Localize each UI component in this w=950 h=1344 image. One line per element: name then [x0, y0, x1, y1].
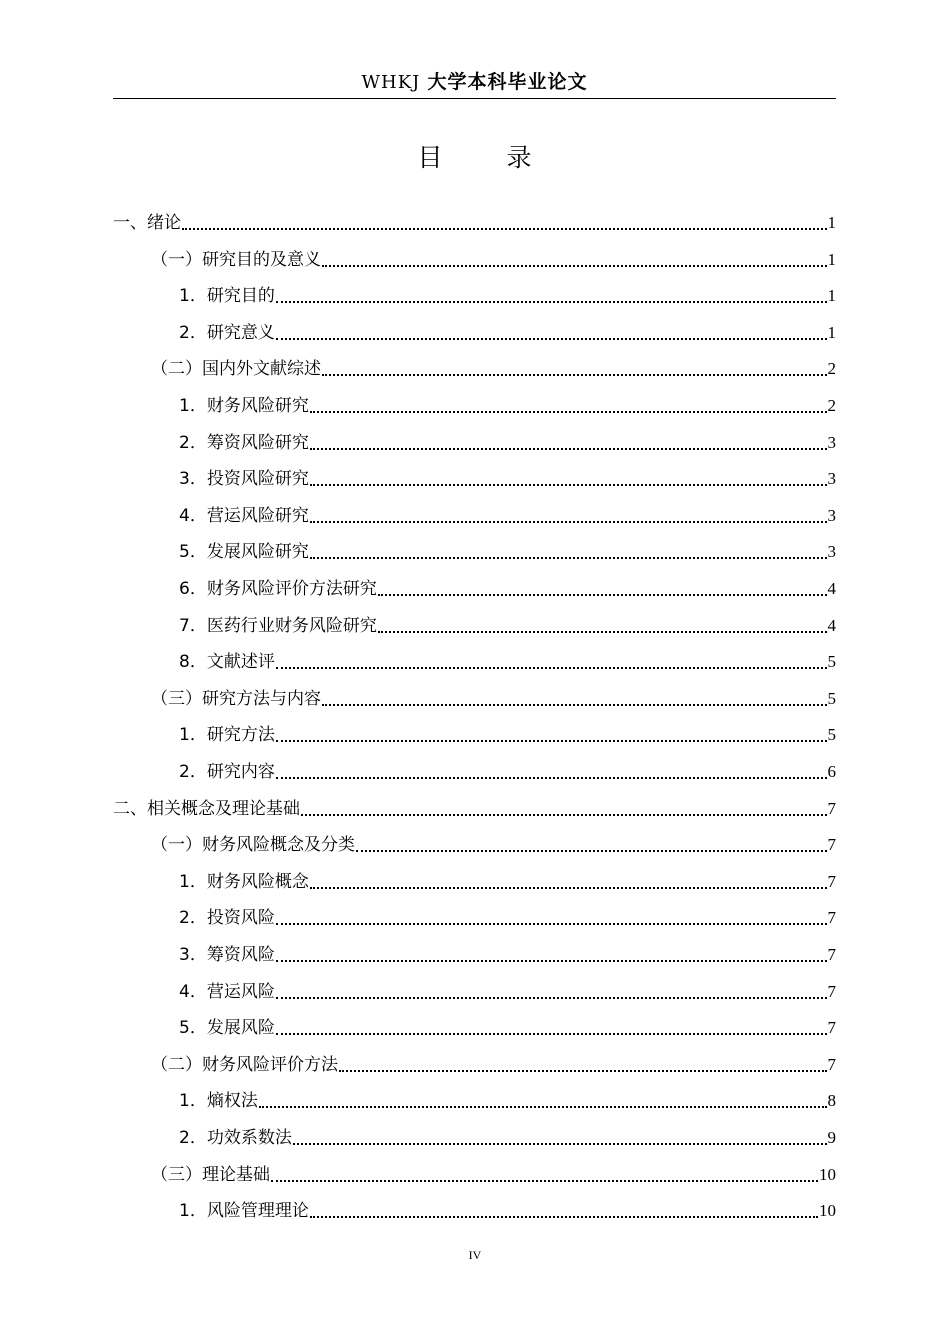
- toc-dot-leader: [182, 228, 827, 230]
- toc-dot-leader: [276, 960, 827, 962]
- toc-entry-page: 3: [827, 432, 836, 452]
- toc-entry[interactable]: [151, 672, 836, 710]
- toc-entry-page: 6: [827, 762, 836, 781]
- toc-dot-leader: [310, 1216, 818, 1218]
- toc-entry-label: 2．筹资风险研究: [179, 432, 309, 453]
- toc-entry[interactable]: [151, 818, 836, 856]
- toc-entry-page: 8: [827, 1091, 836, 1111]
- toc-entry-page: 7: [827, 1054, 836, 1074]
- toc-entry-label: 2．研究意义: [179, 322, 275, 343]
- toc-entry-page: 4: [827, 579, 836, 598]
- toc-entry-label: 1．研究方法: [179, 725, 275, 746]
- toc-dot-leader: [276, 997, 827, 999]
- toc-entry-page: 10: [819, 1201, 836, 1221]
- toc-entry-page: 3: [827, 542, 836, 562]
- toc-entry-label: 1．研究目的: [179, 286, 275, 307]
- toc-entry[interactable]: [179, 525, 836, 563]
- toc-entry[interactable]: [179, 635, 836, 673]
- toc-entry-page: 7: [827, 835, 836, 855]
- toc-entry[interactable]: [179, 269, 836, 307]
- toc-dot-leader: [310, 887, 827, 889]
- toc-entry-label: 3．投资风险研究: [179, 469, 309, 490]
- toc-entry-label: 3．筹资风险: [179, 945, 275, 965]
- toc-entry-page: 7: [827, 981, 836, 1001]
- toc-entry[interactable]: [179, 1111, 836, 1149]
- toc-title: 目 录: [417, 143, 560, 172]
- toc-entry-page: 7: [827, 871, 836, 891]
- toc-entry-page: 10: [819, 1164, 836, 1184]
- toc-entry-label: 8．文献述评: [179, 652, 275, 673]
- toc-entry[interactable]: [179, 562, 836, 600]
- toc-dot-leader: [310, 448, 827, 450]
- toc-entry-page: 1: [827, 249, 836, 269]
- running-header: [113, 66, 836, 99]
- toc-entry[interactable]: [151, 342, 836, 380]
- toc-entry-label: （二）财务风险评价方法: [151, 1054, 338, 1075]
- toc-entry-label: 1．风险管理理论: [179, 1201, 309, 1222]
- toc-entry-label: 1．财务风险概念: [179, 871, 309, 892]
- header-latin-text: WHKJ: [361, 72, 421, 93]
- toc-entry-page: 7: [827, 945, 836, 964]
- toc-dot-leader: [276, 923, 827, 925]
- toc-dot-leader: [276, 667, 827, 669]
- toc-entry-label: 7．医药行业财务风险研究: [179, 615, 377, 636]
- toc-entry-label: （二）国内外文献综述: [151, 359, 321, 380]
- toc-entry-label: 5．发展风险研究: [179, 542, 309, 563]
- page-number: IV: [468, 1248, 482, 1262]
- toc-entry[interactable]: [113, 196, 836, 234]
- toc-dot-leader: [276, 338, 827, 340]
- toc-entry-page: 4: [827, 615, 836, 635]
- toc-dot-leader: [259, 1106, 827, 1108]
- toc-entry[interactable]: [179, 891, 836, 929]
- toc-entry-label: 4．营运风险: [179, 981, 275, 1002]
- toc-dot-leader: [356, 850, 827, 852]
- toc-dot-leader: [378, 631, 827, 633]
- toc-entry-label: 2．研究内容: [179, 762, 275, 782]
- toc-entry[interactable]: [179, 452, 836, 490]
- toc-dot-leader: [276, 1033, 827, 1035]
- toc-entry-label: 5．发展风险: [179, 1018, 275, 1039]
- toc-entry[interactable]: [151, 1148, 836, 1186]
- toc-dot-leader: [339, 1070, 827, 1072]
- toc-entry-page: 5: [827, 688, 836, 708]
- toc-entry-label: （三）理论基础: [151, 1164, 270, 1185]
- toc-entry-page: 5: [827, 725, 836, 745]
- header-cjk-text: 大学本科毕业论文: [427, 71, 588, 93]
- toc-entry-page: 3: [827, 505, 836, 525]
- toc-entry[interactable]: [179, 416, 836, 454]
- toc-entry-label: （三）研究方法与内容: [151, 688, 321, 709]
- toc-entry[interactable]: [179, 379, 836, 417]
- toc-entry[interactable]: [179, 306, 836, 344]
- toc-dot-leader: [310, 484, 827, 486]
- toc-entry-page: 2: [827, 396, 836, 415]
- toc-entry[interactable]: [179, 1001, 836, 1039]
- toc-entry-page: 2: [827, 359, 836, 379]
- toc-entry[interactable]: [151, 233, 836, 271]
- toc-entry-label: 1．熵权法: [179, 1091, 258, 1112]
- toc-entry[interactable]: [179, 708, 836, 746]
- toc-entry[interactable]: [179, 745, 836, 783]
- toc-entry[interactable]: [179, 965, 836, 1003]
- toc-entry-page: 3: [827, 469, 836, 489]
- toc-entry-label: 4．营运风险研究: [179, 505, 309, 526]
- toc-dot-leader: [301, 814, 827, 816]
- toc-entry[interactable]: [179, 855, 836, 893]
- toc-dot-leader: [322, 704, 827, 706]
- toc-entry[interactable]: [179, 1184, 836, 1222]
- toc-entry-label: 2．功效系数法: [179, 1128, 292, 1148]
- toc-dot-leader: [293, 1143, 827, 1145]
- toc-dot-leader: [276, 740, 827, 742]
- toc-dot-leader: [276, 301, 827, 303]
- toc-entry-label: 二、相关概念及理论基础: [113, 798, 300, 819]
- toc-dot-leader: [310, 521, 827, 523]
- toc-entry[interactable]: [151, 1038, 836, 1076]
- toc-entry-page: 7: [827, 908, 836, 928]
- toc-entry[interactable]: [179, 489, 836, 527]
- toc-entry-page: 5: [827, 652, 836, 672]
- toc-dot-leader: [310, 411, 827, 413]
- toc-dot-leader: [322, 374, 827, 376]
- toc-entry-label: （一）财务风险概念及分类: [151, 835, 355, 856]
- toc-dot-leader: [378, 594, 827, 596]
- toc-entry-label: 2．投资风险: [179, 908, 275, 929]
- toc-entry-page: 9: [827, 1128, 836, 1147]
- toc-entry-page: 7: [827, 1018, 836, 1038]
- toc-entry-page: 1: [827, 213, 836, 232]
- toc-dot-leader: [322, 265, 827, 267]
- toc-entry-label: 1．财务风险研究: [179, 396, 309, 416]
- toc-entry[interactable]: [179, 928, 836, 966]
- toc-entry-page: 1: [827, 286, 836, 306]
- toc-dot-leader: [271, 1180, 818, 1182]
- toc-entry-page: 7: [827, 798, 836, 818]
- toc-dot-leader: [276, 777, 827, 779]
- toc-entry-label: （一）研究目的及意义: [151, 249, 321, 270]
- toc-entry[interactable]: [179, 1074, 836, 1112]
- toc-entry-label: 一、绪论: [113, 213, 181, 233]
- toc-dot-leader: [310, 557, 827, 559]
- toc-entry-label: 6．财务风险评价方法研究: [179, 579, 377, 599]
- toc-entry[interactable]: [179, 599, 836, 637]
- header-title: [362, 66, 588, 99]
- toc-entry-page: 1: [827, 322, 836, 342]
- toc-entry[interactable]: [113, 782, 836, 820]
